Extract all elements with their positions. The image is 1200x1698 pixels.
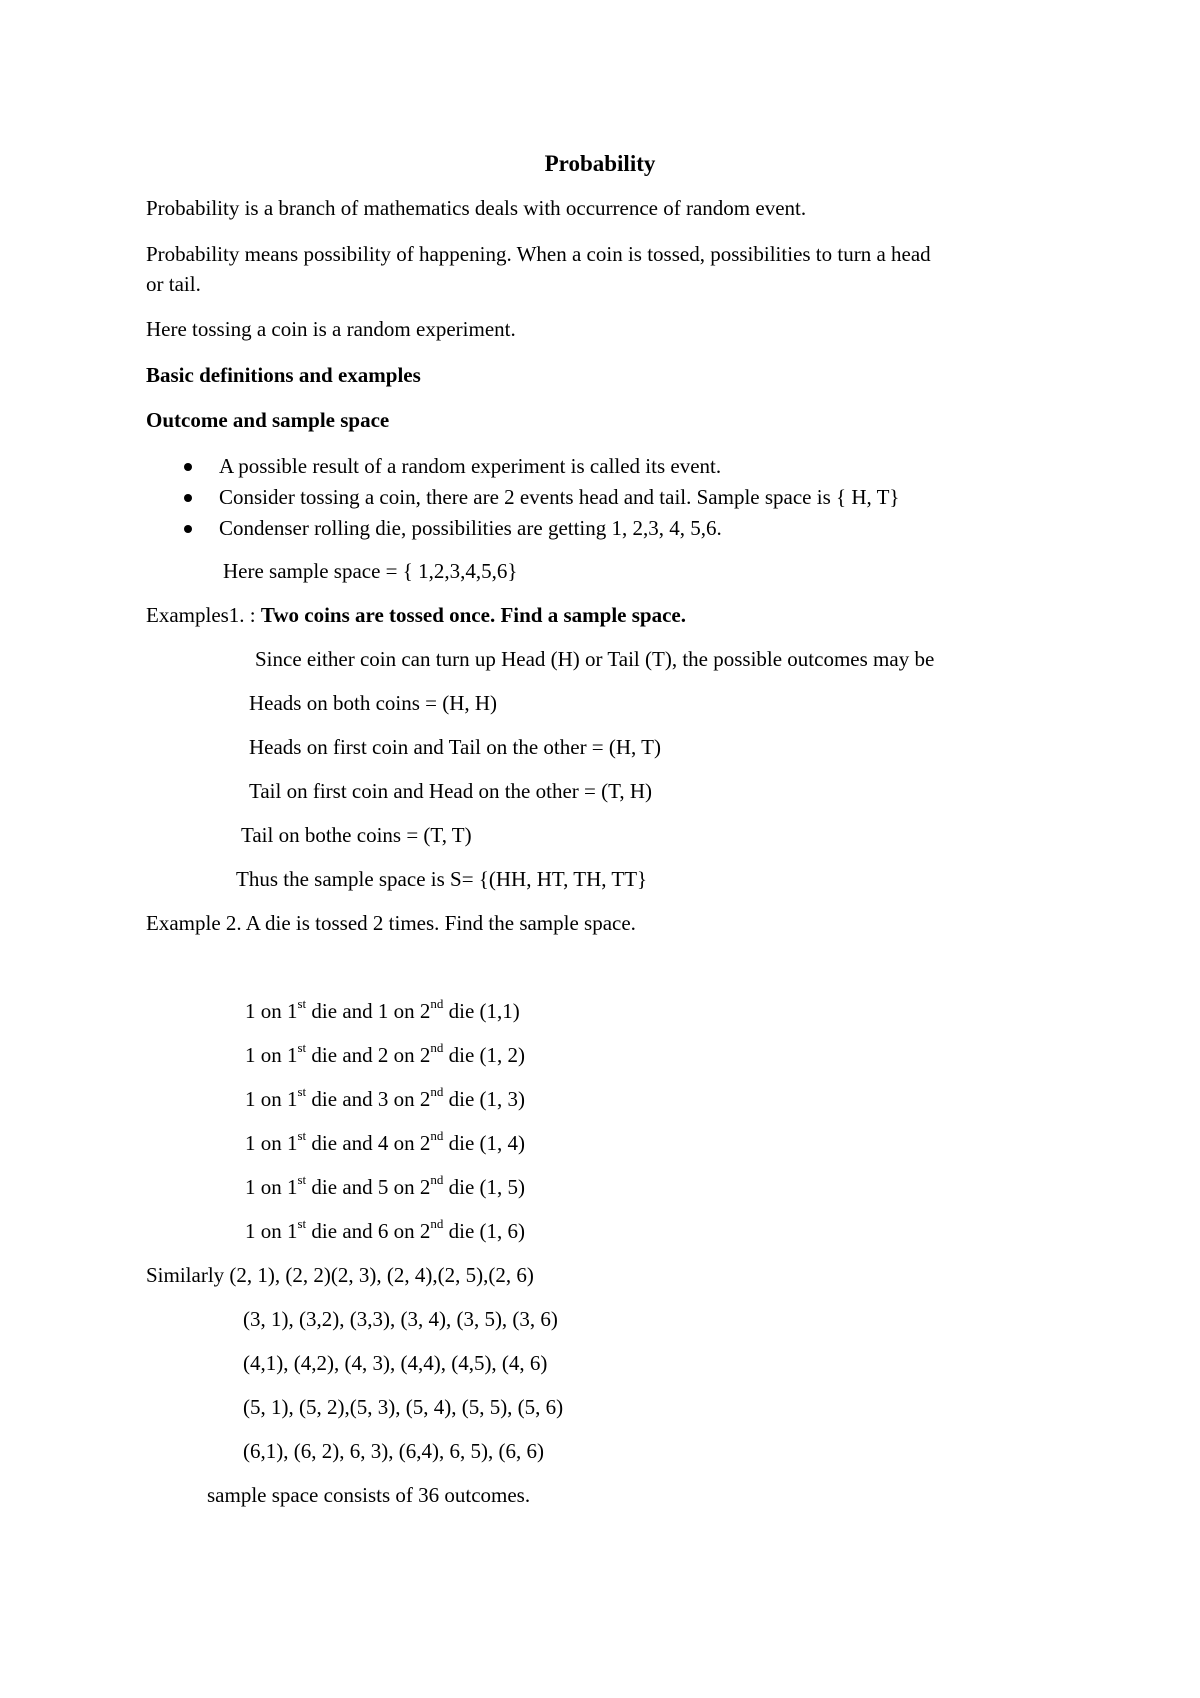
similarly-line: Similarly (2, 1), (2, 2)(2, 3), (2, 4),(2, 5),(2, 6)	[146, 1263, 534, 1287]
example-1-line: Tail on bothe coins = (T, T)	[241, 823, 472, 847]
die-sample-space: Here sample space = { 1,2,3,4,5,6}	[223, 559, 518, 583]
example-1-question: Two coins are tossed once. Find a sample space.	[260, 603, 686, 627]
section-heading-basic: Basic definitions and examples	[146, 363, 421, 387]
bullet-icon	[184, 525, 192, 533]
bullet-icon	[184, 494, 192, 502]
outcome-pairs-row: (5, 1), (5, 2),(5, 3), (5, 4), (5, 5), (5, 6)	[243, 1395, 564, 1419]
conclusion-text: sample space consists of 36 outcomes.	[207, 1483, 531, 1507]
die-outcome-row: 1 on 1st die and 2 on 2nd die (1, 2)	[245, 1040, 526, 1067]
section-heading-outcome: Outcome and sample space	[146, 408, 390, 432]
intro-paragraph-1: Probability is a branch of mathematics deals with occurrence of random event.	[146, 196, 807, 220]
die-outcome-row: 1 on 1st die and 4 on 2nd die (1, 4)	[245, 1128, 526, 1155]
example-1-line: Heads on first coin and Tail on the other = (H, T)	[249, 735, 662, 759]
example-1-line: Heads on both coins = (H, H)	[249, 691, 498, 715]
bullet-item-2: Consider tossing a coin, there are 2 events head and tail. Sample space is { H, T}	[219, 485, 900, 509]
example-1-line: Since either coin can turn up Head (H) or Tail (T), the possible outcomes may be	[255, 647, 935, 671]
bullet-item-1: A possible result of a random experiment is called its event.	[219, 454, 722, 478]
example-2-question: Example 2. A die is tossed 2 times. Find the sample space.	[146, 911, 636, 935]
outcome-pairs-row: (6,1), (6, 2), 6, 3), (6,4), 6, 5), (6, 6)	[243, 1439, 544, 1463]
example-1-sample-space: Thus the sample space is S= {(HH, HT, TH, TT}	[236, 867, 648, 891]
intro-paragraph-2-line-2: or tail.	[146, 272, 201, 296]
example-1-prefix: Examples1. :	[146, 603, 261, 627]
outcome-pairs-row: (4,1), (4,2), (4, 3), (4,4), (4,5), (4, 6)	[243, 1351, 548, 1375]
die-outcome-row: 1 on 1st die and 5 on 2nd die (1, 5)	[245, 1172, 526, 1199]
example-1-line: Tail on first coin and Head on the other = (T, H)	[249, 779, 653, 803]
bullet-icon	[184, 463, 192, 471]
page-title: Probability	[544, 151, 656, 176]
die-outcome-row: 1 on 1st die and 1 on 2nd die (1,1)	[245, 996, 520, 1023]
die-outcome-row: 1 on 1st die and 3 on 2nd die (1, 3)	[245, 1084, 526, 1111]
example-1-heading	[146, 600, 686, 630]
intro-paragraph-2-line-1: Probability means possibility of happening. When a coin is tossed, possibilities to turn a head	[146, 242, 931, 266]
outcome-pairs-row: (3, 1), (3,2), (3,3), (3, 4), (3, 5), (3, 6)	[243, 1307, 558, 1331]
intro-paragraph-3: Here tossing a coin is a random experiment.	[146, 317, 516, 341]
bullet-item-3: Condenser rolling die, possibilities are getting 1, 2,3, 4, 5,6.	[219, 516, 722, 540]
die-outcome-row: 1 on 1st die and 6 on 2nd die (1, 6)	[245, 1216, 526, 1243]
